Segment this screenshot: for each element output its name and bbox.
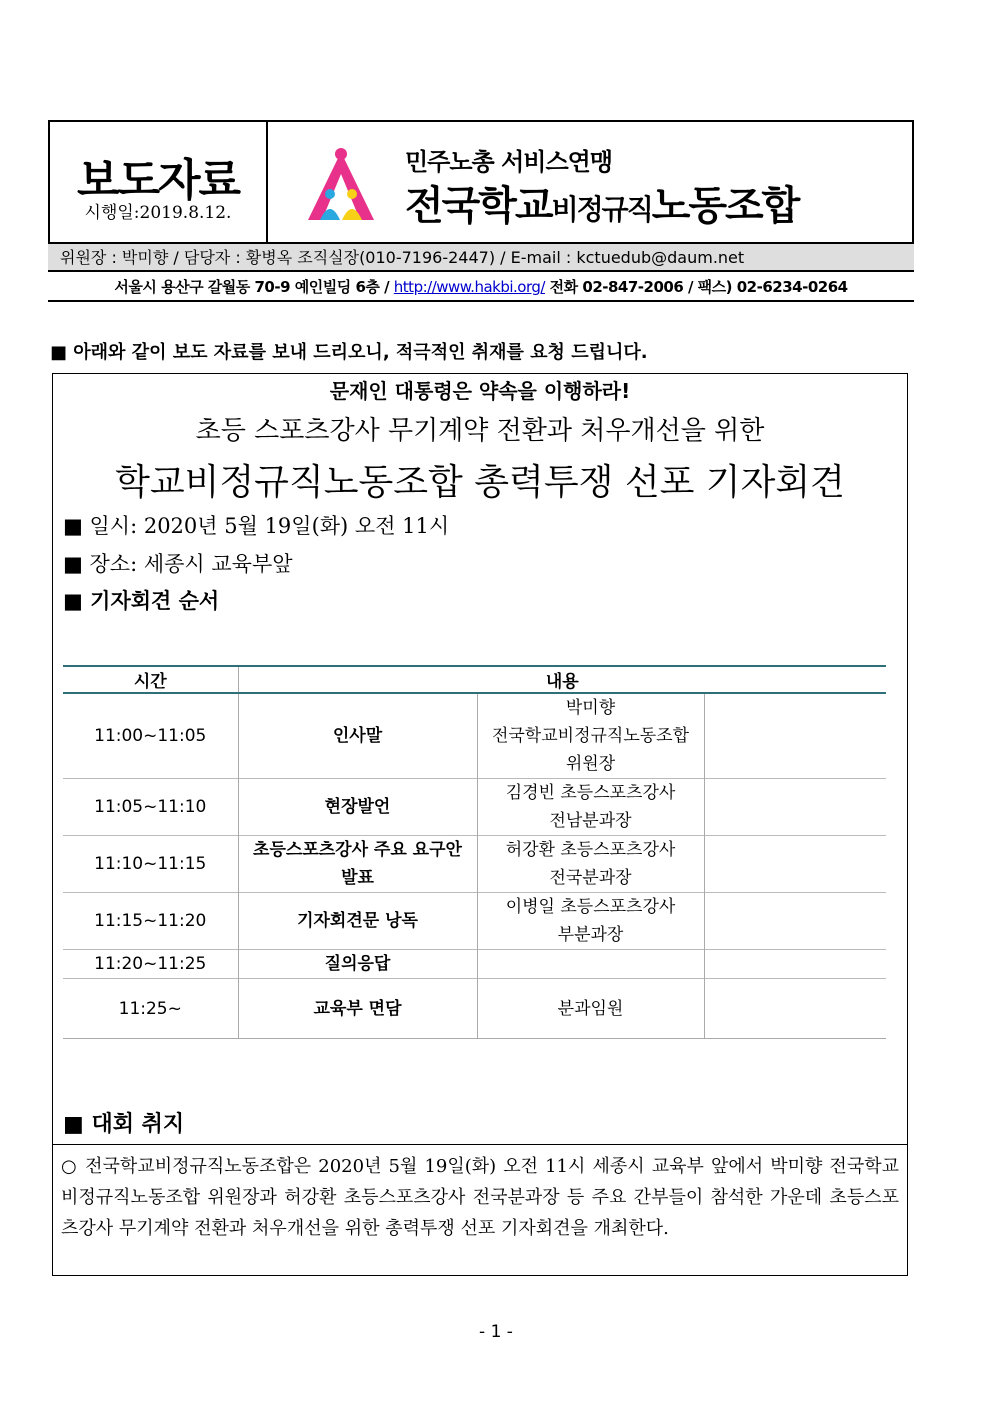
header-box — [48, 120, 914, 244]
union-logo-icon — [306, 144, 376, 224]
schedule-note — [704, 836, 886, 893]
address-line — [48, 272, 914, 302]
issue-date: 시행일:2019.8.12. — [84, 203, 232, 223]
schedule-time: 11:15~11:20 — [63, 893, 238, 950]
schedule-speaker: 김경빈 초등스포츠강사 전남분과장 — [477, 779, 704, 836]
schedule-speaker: 이병일 초등스포츠강사 부분과장 — [477, 893, 704, 950]
schedule-header-row — [63, 666, 886, 693]
schedule-time: 11:05~11:10 — [63, 779, 238, 836]
schedule-speaker: 허강환 초등스포츠강사 전국분과장 — [477, 836, 704, 893]
schedule-time: 11:25~ — [63, 979, 238, 1039]
union-name-part1: 전국학교 — [405, 183, 552, 229]
schedule-item: 기자회견문 낭독 — [238, 893, 477, 950]
schedule-row — [63, 950, 886, 979]
header-time: 시간 — [63, 666, 238, 693]
program-order-heading: ■ 기자회견 순서 — [63, 588, 220, 613]
union-name — [405, 174, 798, 231]
event-datetime: ■ 일시: 2020년 5월 19일(화) 오전 11시 — [63, 514, 450, 538]
schedule-table — [63, 665, 886, 1039]
schedule-item: 교육부 면담 — [238, 979, 477, 1039]
schedule-note — [704, 693, 886, 779]
schedule-note — [704, 950, 886, 979]
press-content-box — [52, 373, 908, 1276]
schedule-item: 초등스포츠강사 주요 요구안 발표 — [238, 836, 477, 893]
schedule-note — [704, 893, 886, 950]
schedule-row — [63, 893, 886, 950]
union-name-part3: 노동조합 — [651, 183, 799, 229]
purpose-heading: ■ 대회 취지 — [63, 1112, 185, 1137]
schedule-speaker: 분과임원 — [477, 979, 704, 1039]
schedule-row — [63, 836, 886, 893]
federation-name: 민주노총 서비스연맹 — [405, 148, 613, 176]
headline: 문재인 대통령은 약속을 이행하라! — [329, 379, 631, 403]
schedule-time: 11:00~11:05 — [63, 693, 238, 779]
press-release-title: 보도자료 — [76, 155, 239, 206]
schedule-note — [704, 979, 886, 1039]
press-release-label-box — [50, 122, 268, 242]
event-title: 학교비정규직노동조합 총력투쟁 선포 기자회견 — [115, 462, 845, 503]
header-content: 내용 — [238, 666, 886, 693]
union-name-part2: 비정규직 — [551, 193, 652, 226]
schedule-speaker: 박미향 전국학교비정규직노동조합 위원장 — [477, 693, 704, 779]
subtitle: 초등 스포츠강사 무기계약 전환과 처우개선을 위한 — [195, 416, 765, 446]
schedule-row — [63, 693, 886, 779]
schedule-speaker — [477, 950, 704, 979]
notice-text: ■ 아래와 같이 보도 자료를 보내 드리오니, 적극적인 취재를 요청 드립니다. — [50, 342, 648, 363]
schedule-item: 현장발언 — [238, 779, 477, 836]
schedule-note — [704, 779, 886, 836]
purpose-text: ○ 전국학교비정규직노동조합은 2020년 5월 19일(화) 오전 11시 세종시 교육부 앞에서 박미향 전국학교비정규직노동조합 위원장과 허강환 초등스포츠강사 전국분과장 등 주요 간부들이 참석한 가운데 초등스포츠강사 무기계약 전환과 처우개선을 위한 총력투쟁 선포 기자회견을 개최한다. — [53, 1144, 907, 1244]
schedule-row — [63, 779, 886, 836]
event-location: ■ 장소: 세종시 교육부앞 — [63, 552, 293, 576]
schedule-item: 인사말 — [238, 693, 477, 779]
contact-line: 위원장 : 박미향 / 담당자 : 황병옥 조직실장(010-7196-2447) / E-mail : kctuedub@daum.net — [48, 244, 914, 272]
schedule-time: 11:10~11:15 — [63, 836, 238, 893]
schedule-item: 질의응답 — [238, 950, 477, 979]
phone-fax: 전화 02-847-2006 / 팩스) 02-6234-0264 — [544, 278, 848, 296]
page-number: - 1 - — [479, 1322, 513, 1342]
schedule-row — [63, 979, 886, 1039]
schedule-time: 11:20~11:25 — [63, 950, 238, 979]
website-link[interactable]: http://www.hakbi.org/ — [393, 278, 545, 296]
address: 서울시 용산구 갈월동 70-9 예인빌딩 6층 / — [114, 278, 394, 296]
